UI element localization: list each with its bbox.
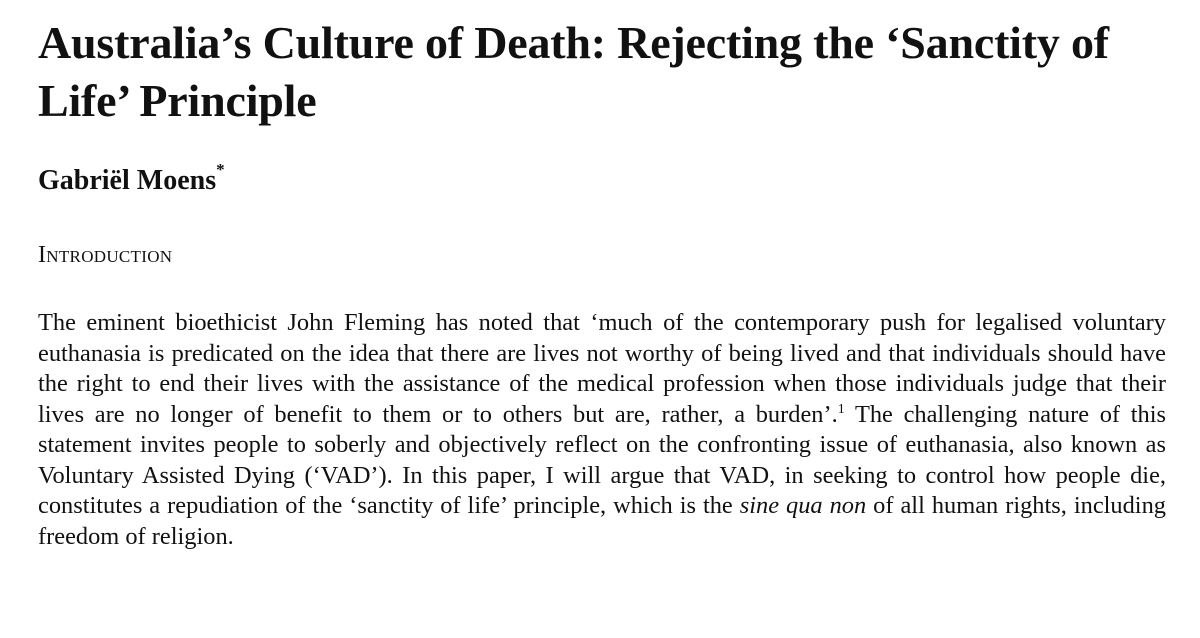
italic-phrase: sine qua non [739,492,867,519]
section-heading: Introduction [38,242,173,268]
paragraph-part-2: The challenging nature of this statement invites people to soberly and objectively reflect on the confronting issue of euthanasia, also known as Voluntary Assisted Dying (‘VAD’). In this paper, I will argue that VAD, in seeking to control how people die, constitutes a repudiation of the ‘sanctity of life’ principle, which is the [38,400,1167,519]
paragraph-part-1: The eminent bioethicist John Fleming has noted that ‘much of the contemporary push for legalised voluntary euthanasia is predicated on the idea that there are lives not worthy of being lived and that individuals should have the right to end their lives with the assistance of the medical profession when those individuals judge that their lives are no longer of benefit to them or to others but are, rather, a burden’. [38,309,1166,428]
author-line [38,159,225,199]
footnote-reference: 1 [837,401,845,417]
author-footnote-marker: * [216,159,225,179]
intro-paragraph [38,308,1166,552]
paragraph-part-3: of all human rights, including freedom of religion. [38,492,1166,550]
paper-title: Australia’s Culture of Death: Rejecting the ‘Sanctity of Life’ Principle [38,17,1109,126]
author-name: Gabriël Moens [38,165,217,196]
